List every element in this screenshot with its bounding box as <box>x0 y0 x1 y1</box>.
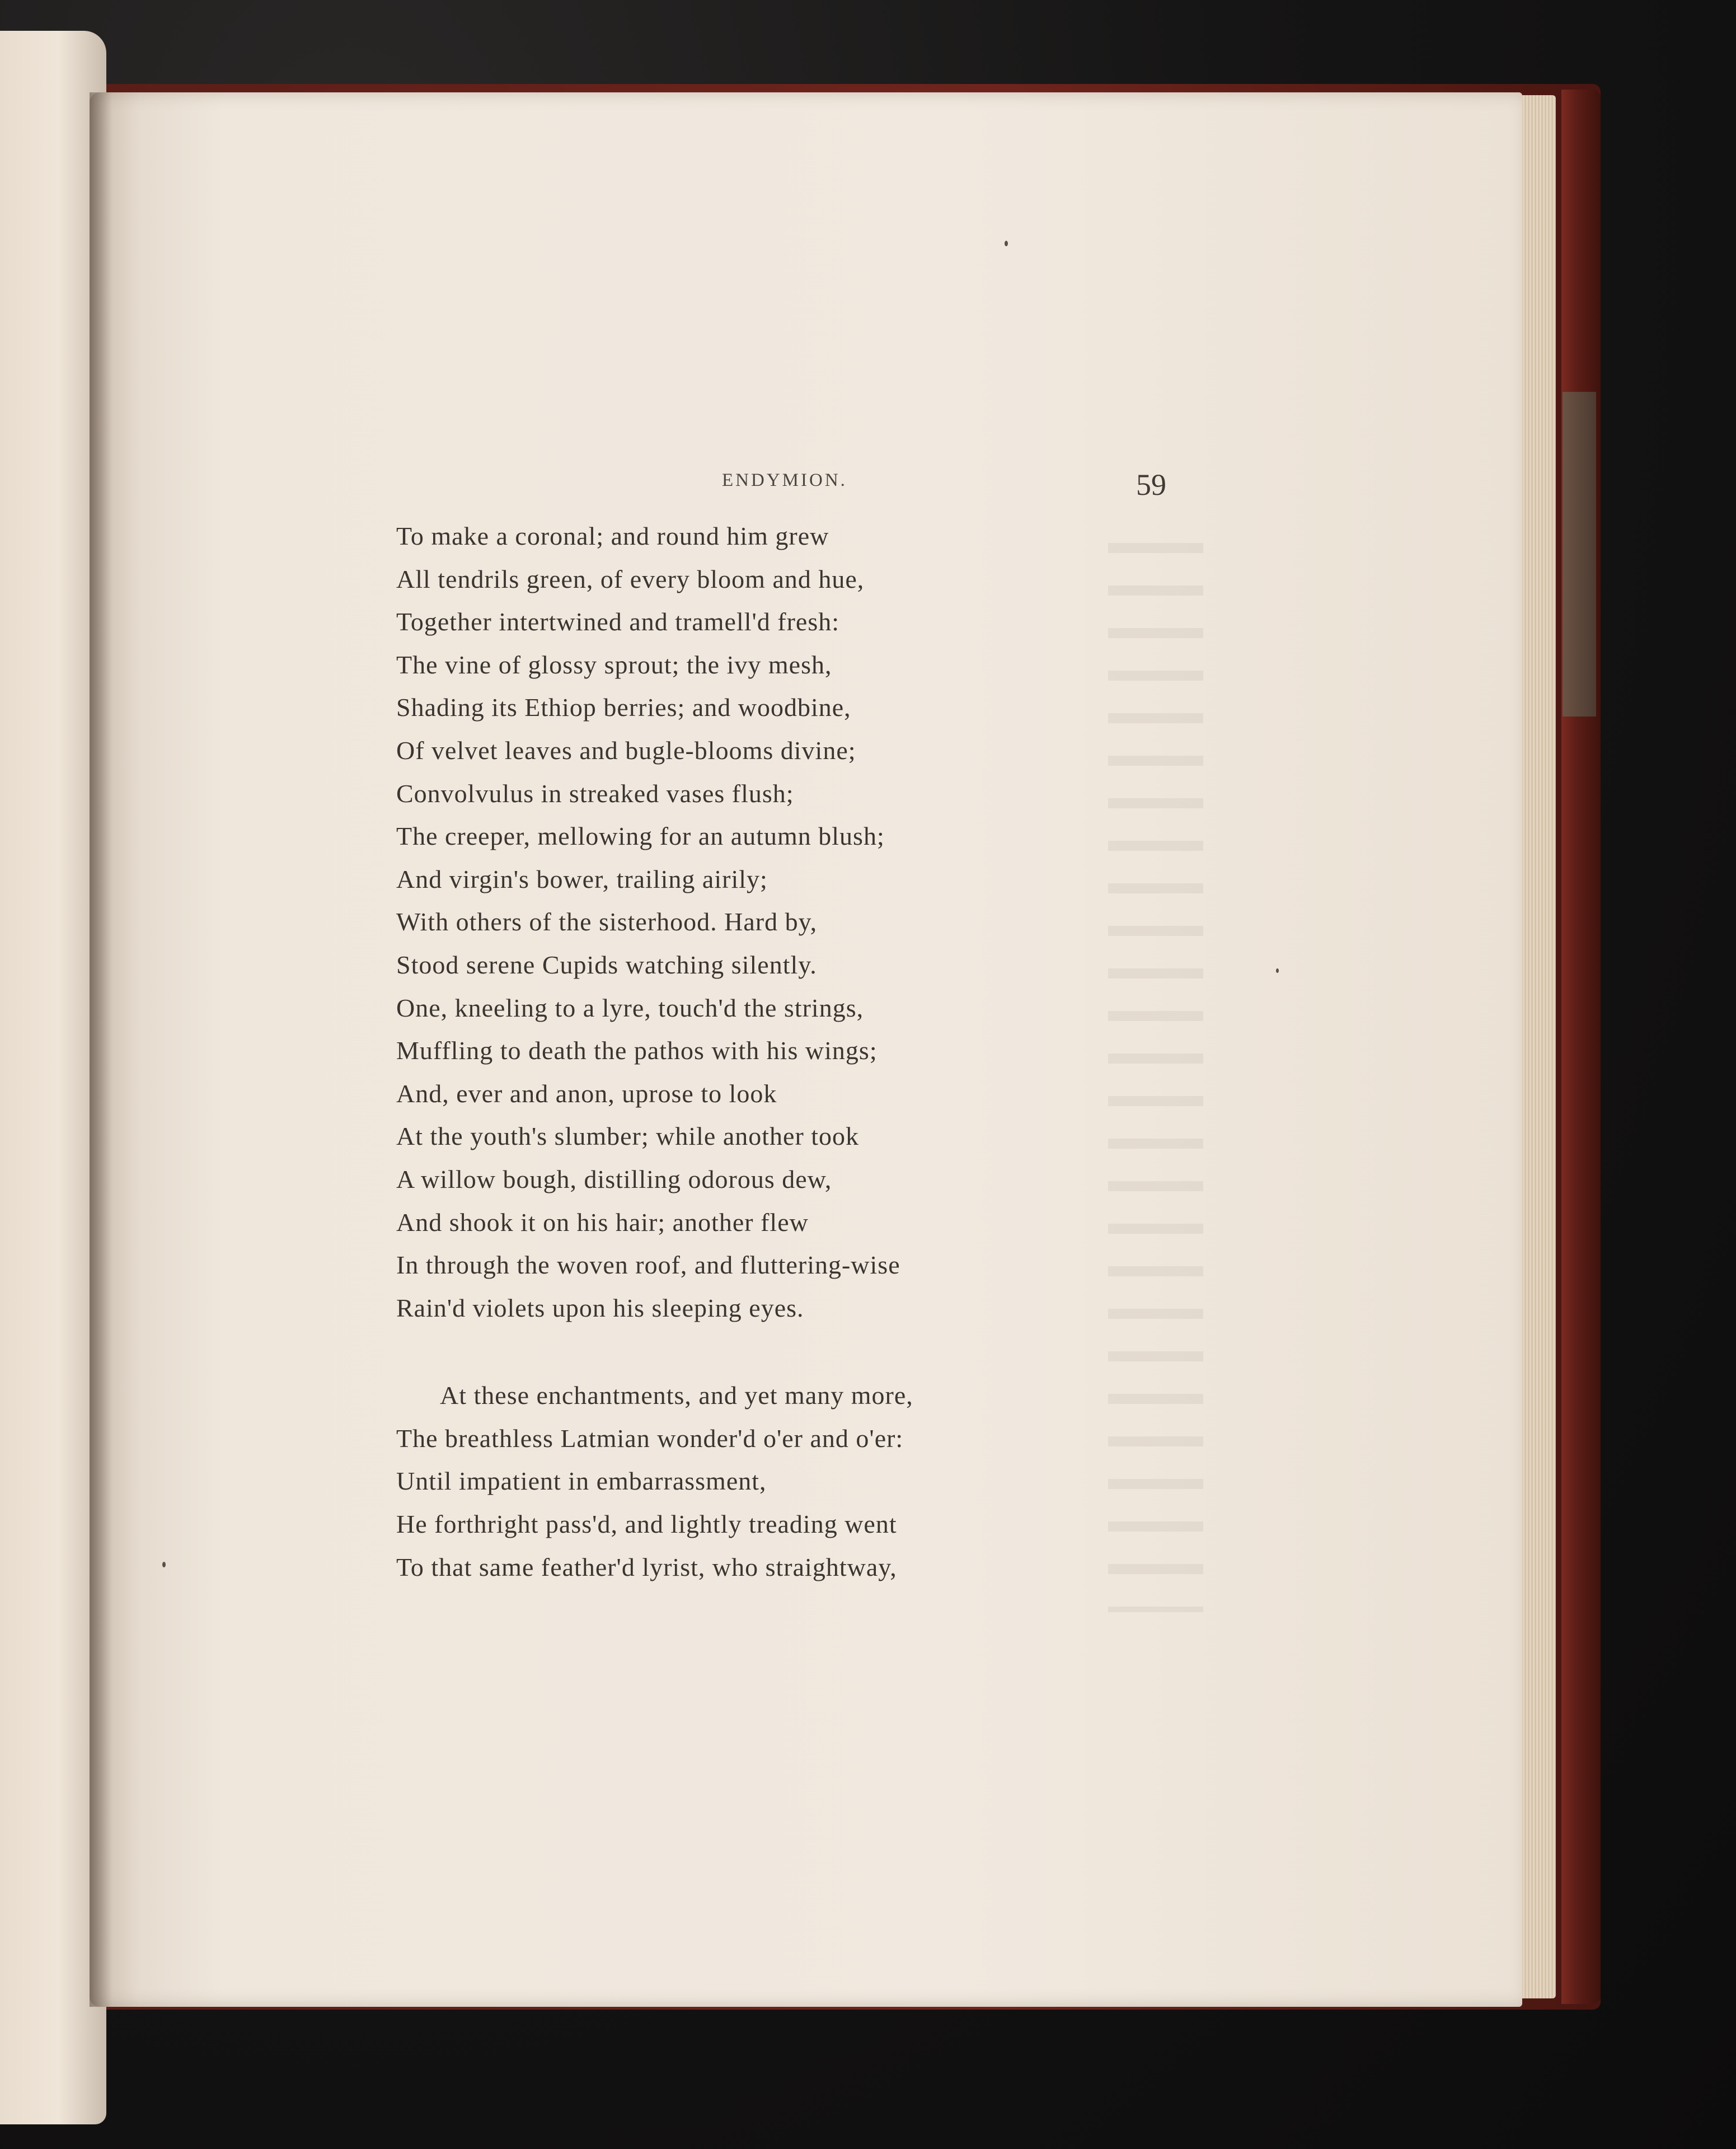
poem-line: In through the woven roof, and fluttering-wise <box>396 1251 900 1280</box>
poem-line: Muffling to death the pathos with his wings; <box>396 1036 878 1065</box>
gutter-shadow <box>90 92 112 2007</box>
poem-line: To make a coronal; and round him grew <box>396 522 829 550</box>
poem-line: He forthright pass'd, and lightly treading went <box>396 1510 897 1539</box>
poem-line: The creeper, mellowing for an autumn blush; <box>396 822 885 851</box>
poem-line: To that same feather'd lyrist, who straightway, <box>396 1552 897 1581</box>
poem-line: With others of the sisterhood. Hard by, <box>396 907 818 937</box>
poem-line: A willow bough, distilling odorous dew, <box>396 1164 832 1193</box>
poem-line: And shook it on his hair; another flew <box>396 1207 809 1237</box>
poem-line: Until impatient in embarrassment, <box>396 1467 767 1496</box>
poem-line: All tendrils green, of every bloom and hue, <box>396 564 865 593</box>
page-number: 59 <box>1136 468 1166 502</box>
poem-line: The vine of glossy sprout; the ivy mesh, <box>396 650 832 679</box>
poem-line: One, kneeling to a lyre, touch'd the strings, <box>396 993 864 1022</box>
cover-spine-edge <box>1561 90 1601 2004</box>
stanza-break <box>396 1329 1180 1374</box>
poem-line: Shading its Ethiop berries; and woodbine, <box>396 693 851 722</box>
poem-line: Together intertwined and tramell'd fresh: <box>396 607 840 636</box>
paper-speck <box>162 1562 166 1567</box>
poem-line: Rain'd violets upon his sleeping eyes. <box>396 1293 804 1322</box>
poem-line: And, ever and anon, uprose to look <box>396 1079 777 1108</box>
poem-line: At the youth's slumber; while another took <box>396 1122 860 1151</box>
paper-speck <box>1276 968 1279 973</box>
poem-line: The breathless Latmian wonder'd o'er and o'er: <box>396 1424 904 1453</box>
cover-band <box>1563 392 1596 717</box>
paper-speck <box>1005 241 1008 246</box>
poem-line: Of velvet leaves and bugle-blooms divine; <box>396 736 856 765</box>
poem-line: At these enchantments, and yet many more, <box>440 1381 913 1410</box>
poem-line: Convolvulus in streaked vases flush; <box>396 779 794 808</box>
poem-line: And virgin's bower, trailing airily; <box>396 864 768 893</box>
poem-line: Stood serene Cupids watching silently. <box>396 950 817 979</box>
running-head: ENDYMION. <box>722 470 847 490</box>
poem-text <box>396 515 1180 1589</box>
